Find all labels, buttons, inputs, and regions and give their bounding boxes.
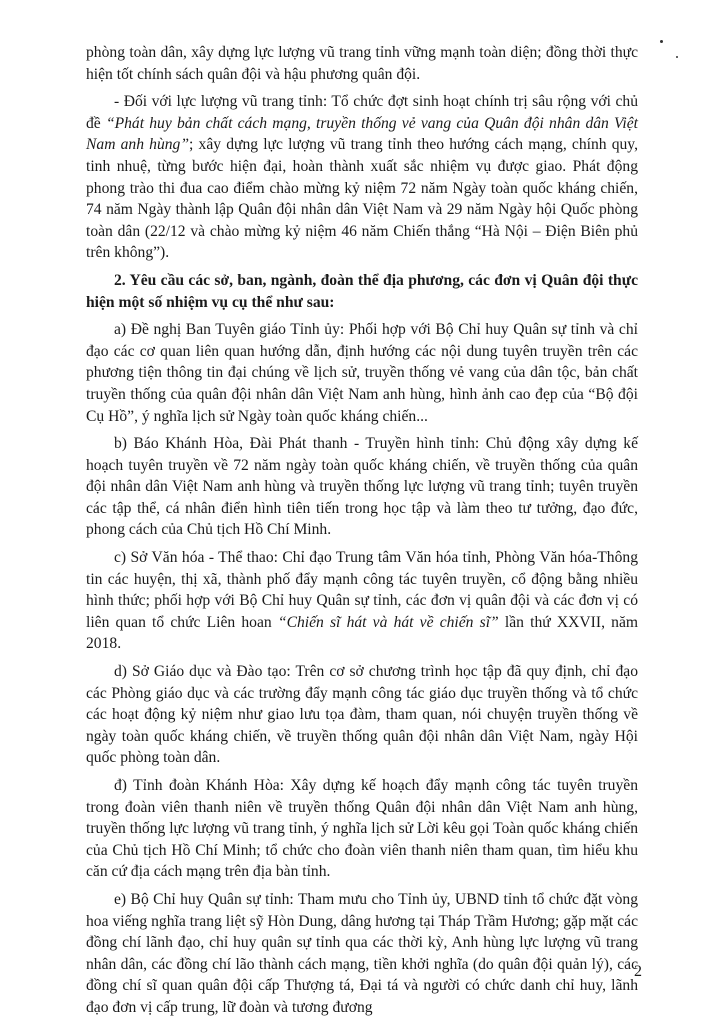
armed-forces-rest: ; xây dựng lực lượng vũ trang tỉnh theo hướng cách mạng, chính quy, tinh nhuệ, từng bước hiện đại, hoàn thành xuất sắc nhiệm vụ được giao. Phát động phong trào thi đua cao điểm chào mừng kỷ niệm 72 năm Ngày toàn quốc kháng chiến, 74 năm Ngày thành lập Quân đội nhân dân Việt Nam và 29 năm Ngày hội Quốc phòng toàn dân (22/12 và chào mừng kỷ niệm 46 năm Chiến thắng “Hà Nội – Điện Biên phủ trên không”). xyxy=(86,136,638,262)
paragraph-armed-forces xyxy=(86,91,638,264)
item-c-festival: “Chiến sĩ hát và hát về chiến sĩ” xyxy=(277,613,499,631)
document-body xyxy=(86,42,638,1025)
item-dd: đ) Tỉnh đoàn Khánh Hòa: Xây dựng kế hoạch đẩy mạnh công tác tuyên truyền trong đoàn viên thanh niên về truyền thống Quân đội nhân dân Việt Nam anh hùng, truyền thống lực lượng vũ trang tỉnh, ý nghĩa lịch sử Lời kêu gọi Toàn quốc kháng chiến của Chủ tịch Hồ Chí Minh; tổ chức cho đoàn viên thanh niên tham quan, tìm hiểu khu căn cứ địa cách mạng trên địa bàn tỉnh. xyxy=(86,777,638,881)
armed-forces-theme: “Phát huy bản chất cách mạng, truyền thống vẻ vang của Quân đội nhân dân Việt Nam anh hùng” xyxy=(86,114,638,154)
item-c xyxy=(86,547,638,655)
item-c-lead: c) Sở Văn hóa - Thể thao: Chỉ đạo Trung tâm Văn hóa tỉnh, Phòng Văn hóa-Thông tin các huyện, thị xã, thành phố đẩy mạnh công tác tuyên truyền, cổ động bằng nhiều hình thức; phối hợp với Bộ Chỉ huy Quân sự tỉnh, các đơn vị quân đội và các đơn vị có liên quan tổ chức Liên hoan xyxy=(86,549,638,631)
scan-speck xyxy=(660,40,663,43)
paragraph-continuation: phòng toàn dân, xây dựng lực lượng vũ trang tỉnh vững mạnh toàn diện; đồng thời thực hiện tốt chính sách quân đội và hậu phương quân đội. xyxy=(86,44,638,83)
armed-forces-lead: - Đối với lực lượng vũ trang tỉnh: Tổ chức đợt sinh hoạt chính trị sâu rộng với chủ đề xyxy=(86,93,638,132)
item-b: b) Báo Khánh Hòa, Đài Phát thanh - Truyền hình tỉnh: Chủ động xây dựng kế hoạch tuyên truyền về 72 năm ngày toàn quốc kháng chiến, về truyền thống của quân đội nhân dân Việt Nam anh hùng và truyền thống lực lượng vũ trang tỉnh; tuyên truyền các tập thể, cá nhân điển hình tiên tiến trong học tập và làm theo tư tưởng, đạo đức, phong cách của Chủ tịch Hồ Chí Minh. xyxy=(86,435,638,539)
scan-speck xyxy=(676,56,678,58)
section-heading-2: 2. Yêu cầu các sở, ban, ngành, đoàn thể địa phương, các đơn vị Quân đội thực hiện một số nhiệm vụ cụ thể như sau: xyxy=(86,271,638,311)
item-d: d) Sở Giáo dục và Đào tạo: Trên cơ sở chương trình học tập đã quy định, chỉ đạo các Phòng giáo dục và các trường đẩy mạnh công tác giáo dục truyền thống và tổ chức các hoạt động kỷ niệm như giao lưu tọa đàm, tham quan, nói chuyện truyền thống về ngày toàn quốc kháng chiến, về truyền thống quân đội nhân dân Việt Nam, ngày Hội quốc phòng toàn dân. xyxy=(86,663,638,767)
item-a: a) Đề nghị Ban Tuyên giáo Tỉnh ủy: Phối hợp với Bộ Chỉ huy Quân sự tỉnh và chỉ đạo các cơ quan liên quan hướng dẫn, định hướng các nội dung tuyên truyền trên các phương tiện thông tin đại chúng về lịch sử, truyền thống vẻ vang của dân tộc, bản chất truyền thống của quân đội nhân dân Việt Nam anh hùng, hình ảnh cao đẹp của “Bộ đội Cụ Hồ”, ý nghĩa lịch sử Ngày toàn quốc kháng chiến... xyxy=(86,321,638,425)
page-number: 2 xyxy=(634,963,642,980)
item-e: e) Bộ Chỉ huy Quân sự tỉnh: Tham mưu cho Tỉnh ủy, UBND tỉnh tổ chức đặt vòng hoa viếng nghĩa trang liệt sỹ Hòn Dung, dâng hương tại Tháp Trầm Hương; gặp mặt các đồng chí lãnh đạo, chỉ huy quân sự tỉnh qua các thời kỳ, Anh hùng lực lượng vũ trang nhân dân, các đồng chí lão thành cách mạng, tiền khởi nghĩa (do quân đội quản lý), các đồng chí sĩ quan quân đội cấp Thượng tá, Đại tá và người có chức danh chỉ huy, lãnh đạo đơn vị cấp trung, lữ đoàn và tương đương xyxy=(86,890,638,1016)
item-c-rest: lần thứ XXVII, năm 2018. xyxy=(86,613,638,653)
